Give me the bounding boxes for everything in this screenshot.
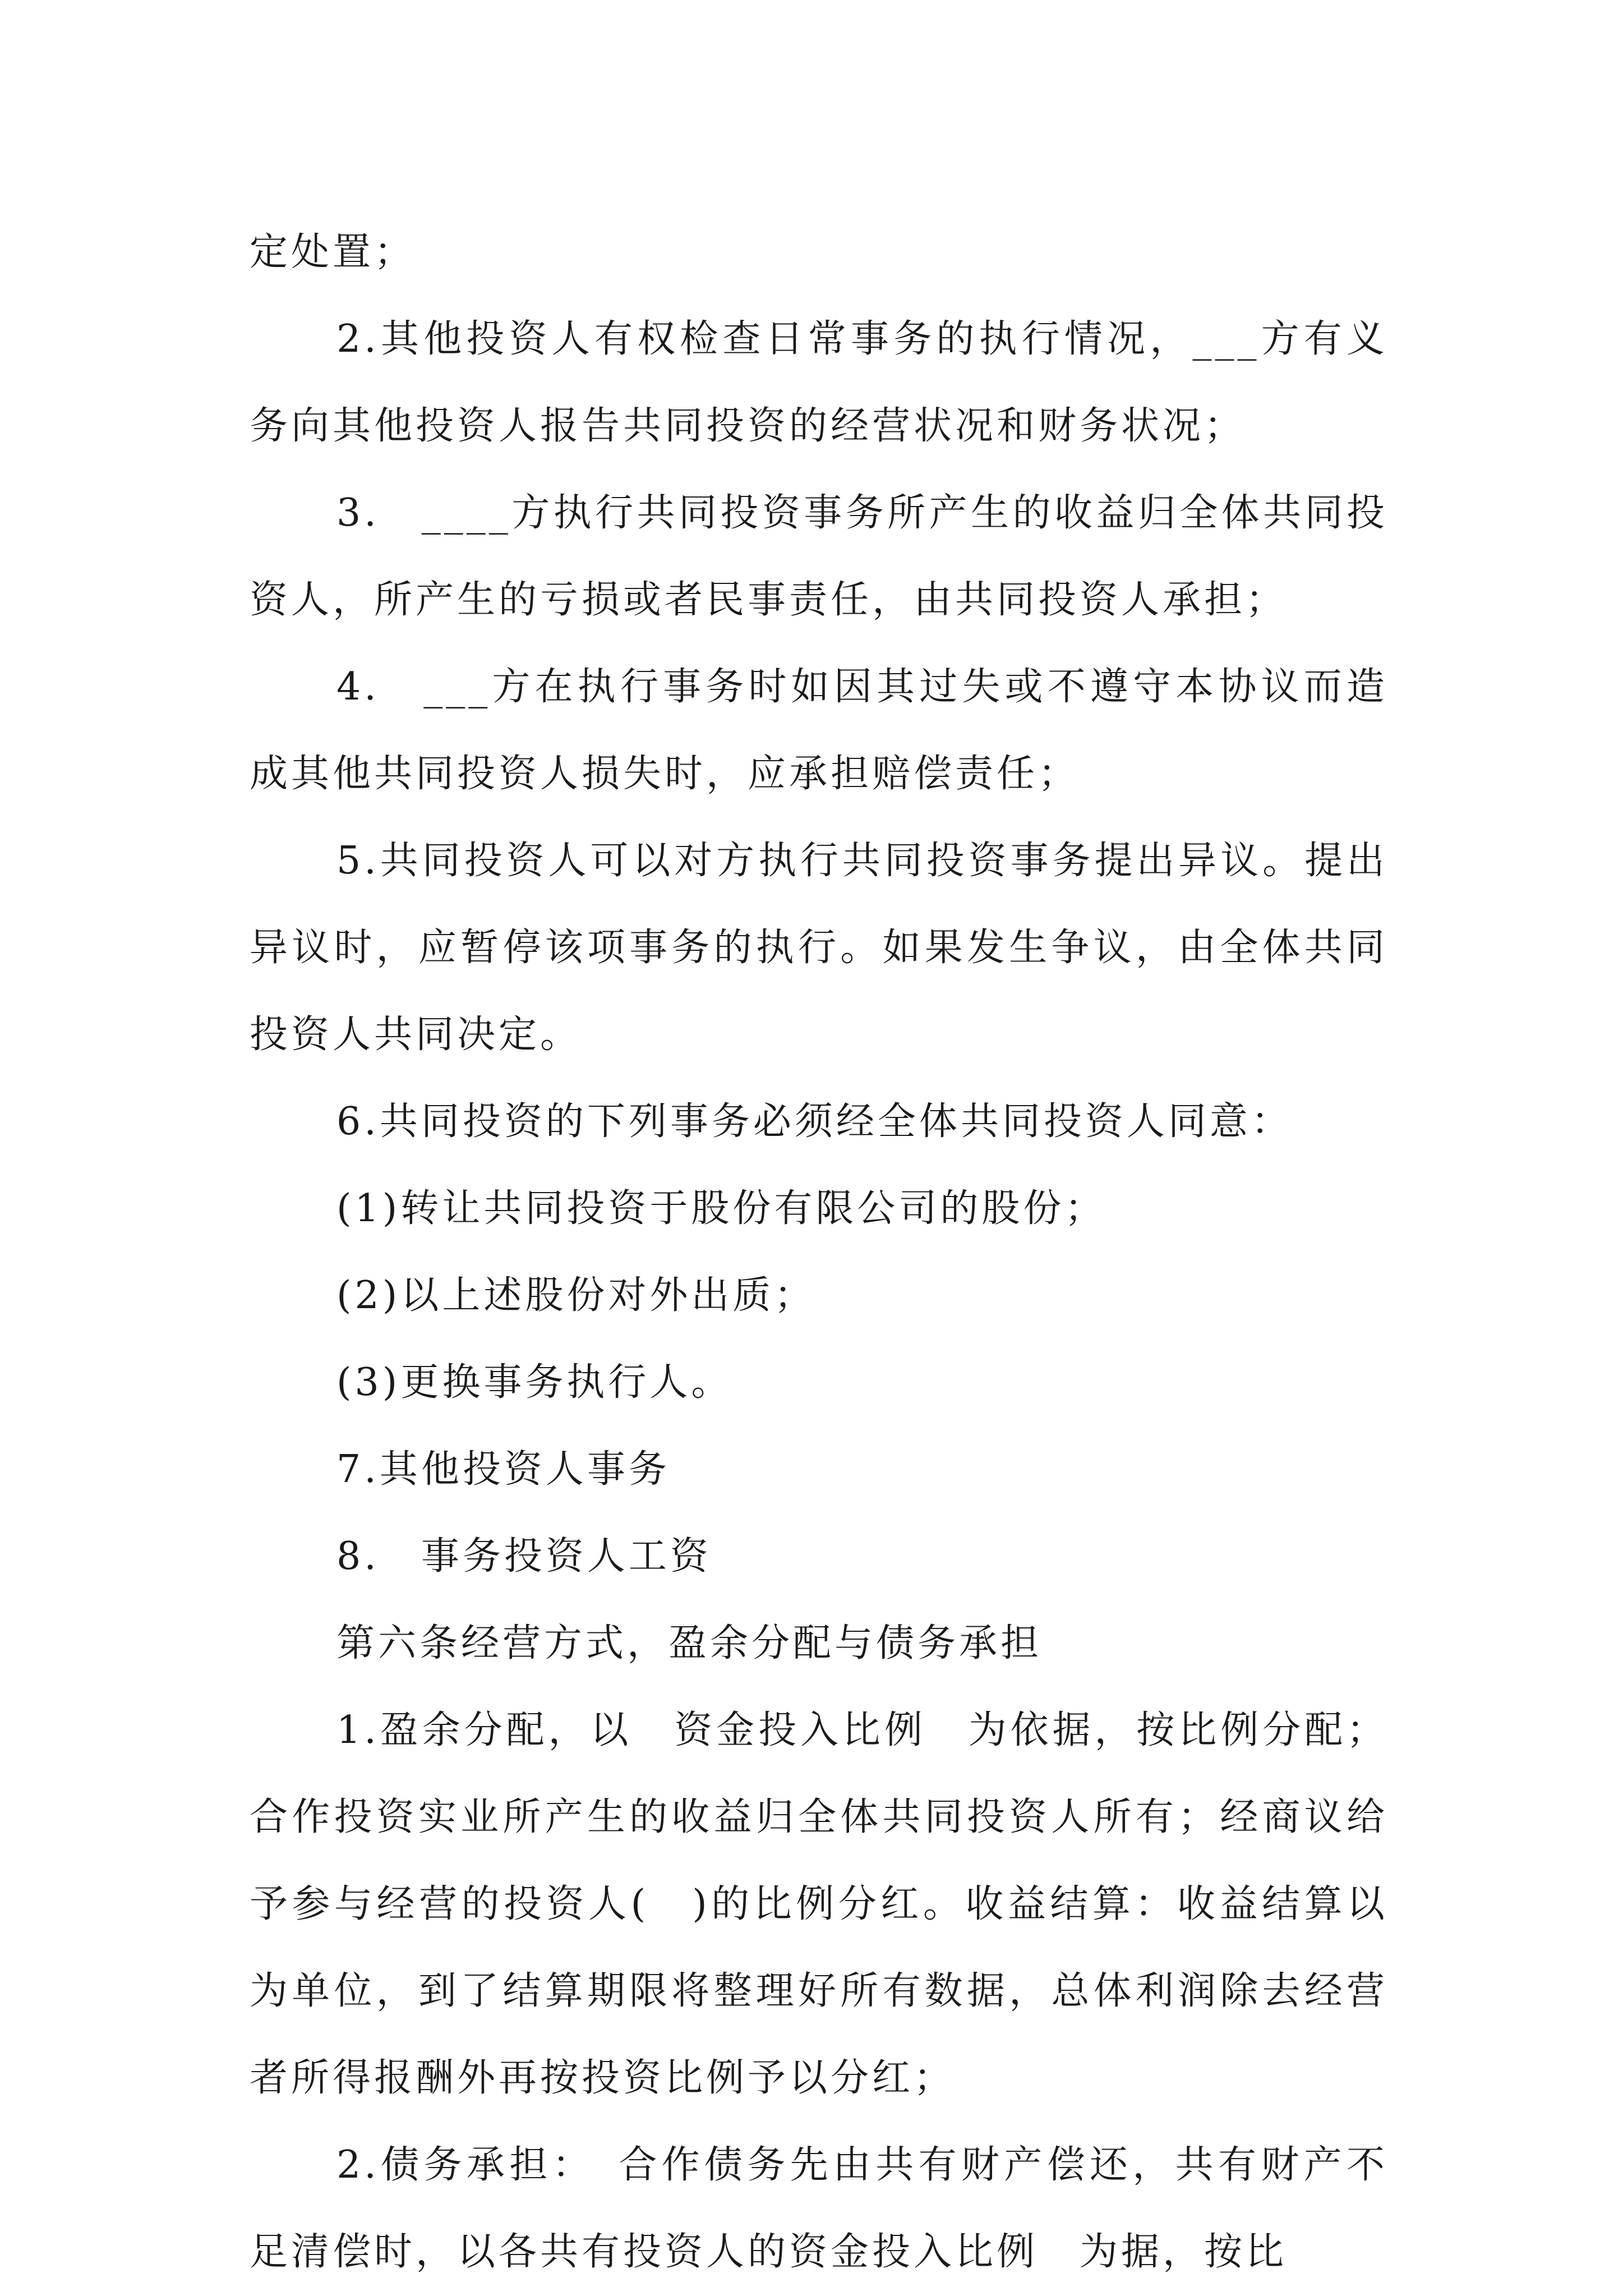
paragraph-item-5: 5.共同投资人可以对方执行共同投资事务提出异议。提出异议时，应暂停该项事务的执行。如果发生争议，由全体共同投资人共同决定。 <box>250 839 1388 1057</box>
paragraph-subitem-1: (1)转让共同投资于股份有限公司的股份； <box>336 1186 1106 1231</box>
article-heading: 第六条经营方式，盈余分配与债务承担 <box>336 1621 1043 1665</box>
paragraph-debt-liability: 2.债务承担： 合作债务先由共有财产偿还，共有财产不足清偿时，以各共有投资人的资金投入比例 为据，按比 <box>250 2143 1388 2274</box>
document-body <box>250 209 1430 2295</box>
paragraph-subitem-3: (3)更换事务执行人。 <box>336 1360 733 1405</box>
paragraph-item-7: 7.其他投资人事务 <box>336 1447 670 1492</box>
paragraph-item-8: 8. 事务投资人工资 <box>336 1534 712 1579</box>
paragraph-subitem-2: (2)以上述股份对外出质； <box>336 1273 816 1318</box>
paragraph-item-2: 2.其他投资人有权检查日常事务的执行情况，___方有义务向其他投资人报告共同投资的经营状况和财务状况； <box>250 317 1388 448</box>
paragraph-continuation: 定处置； <box>250 230 416 274</box>
paragraph-item-6: 6.共同投资的下列事务必须经全体共同投资人同意： <box>336 1099 1293 1144</box>
paragraph-item-4: 4. ___方在执行事务时如因其过失或不遵守本协议而造成其他共同投资人损失时，应承担赔偿责任； <box>250 665 1388 796</box>
paragraph-item-3: 3. ____方执行共同投资事务所产生的收益归全体共同投资人，所产生的亏损或者民事责任，由共同投资人承担； <box>250 491 1388 622</box>
paragraph-profit-distribution: 1.盈余分配，以 资金投入比例 为依据，按比例分配；合作投资实业所产生的收益归全体共同投资人所有；经商议给予参与经营的投资人( )的比例分红。收益结算：收益结算以 为单位，到了结算期限将整理好所有数据，总体利润除去经营者所得报酬外再按投资比例予以分红； <box>250 1708 1430 2100</box>
